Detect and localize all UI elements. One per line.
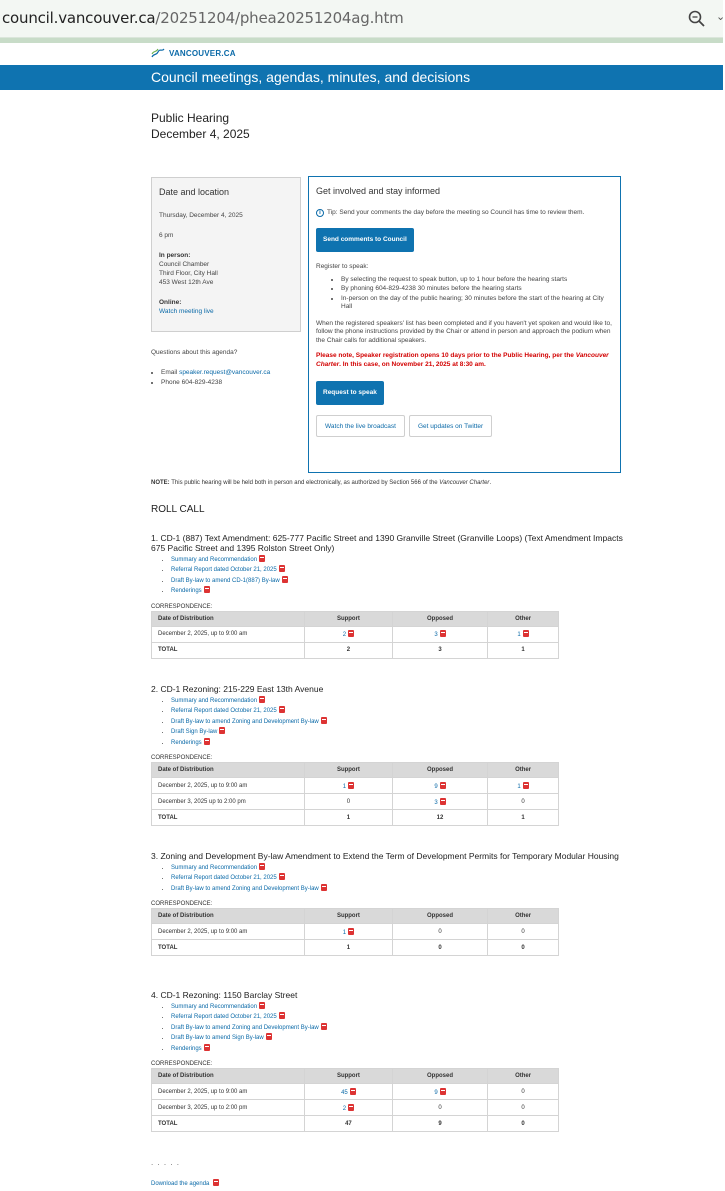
table-header-row — [152, 1069, 559, 1084]
agenda-item-title: 4. CD-1 Rezoning: 1150 Barclay Street — [151, 990, 298, 1000]
url-path: /20251204/phea20251204ag.htm — [155, 9, 404, 27]
page-title — [151, 110, 250, 142]
agenda-link[interactable]: • Referral Report dated October 21, 2025 — [171, 565, 626, 575]
col-header: Opposed — [392, 1069, 487, 1084]
page-title-line2: December 4, 2025 — [151, 127, 250, 141]
col-header: Opposed — [392, 909, 487, 924]
pdf-icon — [523, 782, 529, 789]
agenda-item-4 — [151, 990, 626, 1132]
email-link[interactable]: speaker.request@vancouver.ca — [179, 369, 271, 376]
pdf-icon — [440, 1088, 446, 1095]
pdf-icon — [348, 782, 354, 789]
agenda-links — [151, 863, 626, 894]
cell-other: 0 — [488, 924, 559, 940]
col-header: Other — [488, 763, 559, 778]
cell-date: December 2, 2025, up to 9:00 am — [152, 924, 305, 940]
pdf-icon — [279, 706, 285, 713]
correspondence-table — [151, 611, 559, 659]
cell-total-label: TOTAL — [152, 940, 305, 956]
pdf-icon — [523, 630, 529, 637]
pdf-icon — [259, 555, 265, 562]
date-location-box — [151, 177, 301, 332]
notice-italic: Vancouver Charter — [316, 352, 609, 368]
roll-call-heading: ROLL CALL — [151, 504, 205, 515]
table-total-row — [152, 940, 559, 956]
pdf-icon — [213, 1179, 219, 1186]
agenda-link[interactable]: • Renderings — [171, 1044, 626, 1054]
agenda-links — [151, 696, 626, 748]
register-item: • By phoning 604-829-4238 30 minutes before the hearing starts — [341, 285, 613, 294]
cell-total: 3 — [392, 642, 487, 658]
pdf-icon — [321, 884, 327, 891]
email-label: Email — [161, 369, 180, 376]
table-row — [152, 626, 559, 642]
questions-text: Questions about this agenda? — [151, 349, 238, 356]
table-total-row — [152, 1116, 559, 1132]
band-title: Council meetings, agendas, minutes, and decisions — [151, 69, 471, 85]
register-item: • In-person on the day of the public hearing; 30 minutes before the start of the hearing at City Hall — [341, 295, 613, 312]
register-list — [316, 276, 613, 312]
send-comments-button[interactable]: Send comments to Council — [316, 228, 414, 252]
cell-date: December 3, 2025, up to 2:00 pm — [152, 1100, 305, 1116]
address-bar[interactable] — [0, 0, 723, 38]
secondary-buttons — [316, 415, 613, 437]
venue-line2: Third Floor, City Hall — [159, 270, 218, 277]
col-header: Other — [488, 1069, 559, 1084]
pdf-icon — [350, 1088, 356, 1095]
cell-support-link[interactable]: 1 — [305, 924, 393, 940]
table-header-row — [152, 611, 559, 626]
correspondence-label: CORRESPONDENCE: — [151, 603, 213, 610]
agenda-link[interactable]: • Referral Report dated October 21, 2025 — [171, 873, 626, 883]
cell-date: December 3, 2025 up to 2:00 pm — [152, 794, 305, 810]
cell-total-label: TOTAL — [152, 810, 305, 826]
cell-total-label: TOTAL — [152, 642, 305, 658]
pdf-icon — [348, 928, 354, 935]
twitter-updates-button[interactable]: Get updates on Twitter — [409, 415, 492, 437]
date-location-heading: Date and location — [159, 187, 230, 197]
cell-total: 0 — [392, 940, 487, 956]
col-header: Support — [305, 909, 393, 924]
meeting-time: 6 pm — [159, 232, 174, 239]
pdf-icon — [440, 782, 446, 789]
cell-opposed-link[interactable]: 3 — [392, 794, 487, 810]
cell-other-link[interactable]: 1 — [488, 626, 559, 642]
meeting-date: Thursday, December 4, 2025 — [159, 212, 243, 219]
venue-line3: 453 West 12th Ave — [159, 279, 214, 286]
col-header: Opposed — [392, 763, 487, 778]
col-header: Date of Distribution — [152, 763, 305, 778]
correspondence-table — [151, 908, 559, 956]
toolbar-divider — [0, 38, 723, 43]
cell-total: 1 — [305, 810, 393, 826]
pdf-icon — [204, 1044, 210, 1051]
pdf-icon — [204, 738, 210, 745]
cell-support-link[interactable]: 45 — [305, 1084, 393, 1100]
speakers-paragraph: When the registered speakers' list has been completed and if you haven't yet spoken and would like to, follow the phone instructions provided by the Chair or attend in person and approach the podium when the Chair calls for additional speakers. — [316, 319, 612, 344]
in-person-label: In person: — [159, 252, 191, 259]
cell-date: December 2, 2025, up to 9:00 am — [152, 626, 305, 642]
pdf-icon — [282, 576, 288, 583]
correspondence-label: CORRESPONDENCE: — [151, 755, 213, 762]
cell-other: 0 — [488, 1100, 559, 1116]
pdf-icon — [321, 1023, 327, 1030]
correspondence-label: CORRESPONDENCE: — [151, 901, 213, 908]
agenda-item-1 — [151, 533, 626, 659]
agenda-link[interactable]: • Summary and Recommendation — [171, 1002, 626, 1012]
cell-support-link[interactable]: 2 — [305, 626, 393, 642]
tip — [316, 209, 613, 218]
agenda-link[interactable]: • Draft Sign By-law — [171, 727, 626, 737]
url-field[interactable] — [2, 9, 404, 27]
agenda-links — [151, 1002, 626, 1054]
cell-support: 0 — [305, 794, 393, 810]
registration-notice — [316, 352, 613, 369]
page-title-line1: Public Hearing — [151, 111, 230, 125]
pdf-icon — [440, 798, 446, 805]
correspondence-label: CORRESPONDENCE: — [151, 1061, 213, 1068]
cell-total: 1 — [488, 810, 559, 826]
cell-opposed-link[interactable]: 9 — [392, 778, 487, 794]
col-header: Support — [305, 763, 393, 778]
phone-item: • Phone 604-829-4238 — [161, 378, 270, 388]
agenda-links — [151, 555, 626, 597]
col-header: Opposed — [392, 611, 487, 626]
cell-total: 2 — [305, 642, 393, 658]
table-header-row — [152, 763, 559, 778]
pdf-icon — [321, 717, 327, 724]
cell-other-link[interactable]: 1 — [488, 778, 559, 794]
cell-date: December 2, 2025, up to 9:00 am — [152, 778, 305, 794]
get-involved-heading: Get involved and stay informed — [316, 186, 441, 196]
cell-total: 1 — [305, 940, 393, 956]
pdf-icon — [440, 630, 446, 637]
col-header: Date of Distribution — [152, 1069, 305, 1084]
register-label: Register to speak: — [316, 263, 369, 270]
table-row — [152, 924, 559, 940]
pdf-icon — [279, 565, 285, 572]
separator-dots: . . . . . — [151, 1158, 181, 1167]
cell-other: 0 — [488, 1084, 559, 1100]
cell-total: 0 — [488, 1116, 559, 1132]
venue-line1: Council Chamber — [159, 261, 210, 268]
pdf-icon — [204, 586, 210, 593]
online-label: Online: — [159, 299, 182, 306]
chevron-down-icon[interactable]: ⌄ — [716, 11, 725, 23]
agenda-link[interactable]: • Renderings — [171, 586, 626, 596]
table-row — [152, 778, 559, 794]
register-item: • By selecting the request to speak button, up to 1 hour before the hearing starts — [341, 276, 613, 285]
col-header: Date of Distribution — [152, 909, 305, 924]
cell-total: 0 — [488, 940, 559, 956]
agenda-item-3 — [151, 851, 626, 956]
agenda-link[interactable]: • Referral Report dated October 21, 2025 — [171, 1012, 626, 1022]
tip-text: Tip: Send your comments the day before the meeting so Council has time to review them. — [327, 208, 585, 216]
col-header: Support — [305, 611, 393, 626]
watch-meeting-live-link[interactable]: Watch meeting live — [159, 308, 214, 315]
cell-opposed-link[interactable]: 3 — [392, 626, 487, 642]
table-row — [152, 1084, 559, 1100]
url-host: council.vancouver.ca — [2, 9, 156, 27]
agenda-link[interactable]: • Referral Report dated October 21, 2025 — [171, 706, 626, 716]
agenda-item-title: 1. CD-1 (887) Text Amendment: 625-777 Pacific Street and 1390 Granville Street (Granville Loops) (Text Amendment Impacts 675 Pacific Street and 1395 Rolston Street Only) — [151, 533, 623, 553]
cell-opposed: 0 — [392, 924, 487, 940]
agenda-link[interactable]: • Draft By-law to amend Sign By-law — [171, 1033, 626, 1043]
get-involved-box — [308, 176, 621, 473]
cell-total-label: TOTAL — [152, 1116, 305, 1132]
col-header: Other — [488, 611, 559, 626]
note — [151, 480, 491, 486]
pdf-icon — [266, 1033, 272, 1040]
agenda-item-title: 3. Zoning and Development By-law Amendment to Extend the Term of Development Permits for Temporary Modular Housing — [151, 851, 619, 861]
pdf-icon — [348, 630, 354, 637]
cell-total: 47 — [305, 1116, 393, 1132]
cell-support-link[interactable]: 2 — [305, 1100, 393, 1116]
cell-date: December 2, 2025, up to 9:00 am — [152, 1084, 305, 1100]
download-agenda-link[interactable]: Download the agenda — [151, 1179, 219, 1187]
cell-total: 12 — [392, 810, 487, 826]
col-header: Date of Distribution — [152, 611, 305, 626]
agenda-item-2 — [151, 684, 626, 826]
pdf-icon — [259, 1002, 265, 1009]
questions-block — [151, 348, 270, 388]
pdf-icon — [348, 1104, 354, 1111]
email-item — [161, 368, 270, 378]
agenda-link[interactable]: • Renderings — [171, 738, 626, 748]
cell-total: 1 — [488, 642, 559, 658]
pdf-icon — [259, 863, 265, 870]
cell-other: 0 — [488, 794, 559, 810]
agenda-link[interactable]: • Draft By-law to amend CD-1(887) By-law — [171, 576, 626, 586]
table-row — [152, 794, 559, 810]
agenda-link[interactable]: • Draft By-law to amend Zoning and Development By-law — [171, 717, 626, 727]
vancouver-logo[interactable] — [151, 47, 236, 59]
cell-support-link[interactable]: 1 — [305, 778, 393, 794]
logo-text: VANCOUVER.CA — [169, 48, 236, 58]
table-header-row — [152, 909, 559, 924]
watch-live-broadcast-button[interactable]: Watch the live broadcast — [316, 415, 405, 437]
pdf-icon — [279, 873, 285, 880]
cell-opposed-link[interactable]: 9 — [392, 1084, 487, 1100]
online-info — [159, 298, 293, 316]
table-row — [152, 1100, 559, 1116]
note-text: This public hearing will be held both in person and electronically, as authorized by Section 566 of the — [169, 480, 440, 486]
pdf-icon — [259, 696, 265, 703]
table-total-row — [152, 642, 559, 658]
pdf-icon — [219, 727, 225, 734]
note-end: . — [489, 480, 492, 486]
col-header: Support — [305, 1069, 393, 1084]
cell-opposed: 0 — [392, 1100, 487, 1116]
agenda-item-title: 2. CD-1 Rezoning: 215-229 East 13th Avenue — [151, 684, 324, 694]
info-icon: i — [316, 209, 324, 217]
cell-total: 9 — [392, 1116, 487, 1132]
col-header: Other — [488, 909, 559, 924]
notice-part1: Please note, Speaker registration opens 10 days prior to the Public Hearing, per the — [316, 352, 576, 359]
flag-logo-icon — [151, 47, 165, 59]
correspondence-table — [151, 1068, 559, 1132]
agenda-link[interactable]: • Draft By-law to amend Zoning and Development By-law — [171, 884, 626, 894]
note-italic: Vancouver Charter — [439, 480, 490, 486]
agenda-link[interactable]: • Summary and Recommendation — [171, 696, 626, 706]
table-total-row — [152, 810, 559, 826]
venue — [159, 251, 293, 287]
pdf-icon — [279, 1012, 285, 1019]
agenda-link[interactable]: • Summary and Recommendation — [171, 555, 626, 565]
request-to-speak-button[interactable]: Request to speak — [316, 381, 384, 405]
notice-part2: . In this case, on November 21, 2025 at 8:30 am. — [339, 360, 486, 368]
correspondence-table — [151, 762, 559, 826]
zoom-icon[interactable] — [686, 8, 708, 30]
title-band — [0, 65, 723, 90]
agenda-link[interactable]: • Draft By-law to amend Zoning and Development By-law — [171, 1023, 626, 1033]
agenda-link[interactable]: • Summary and Recommendation — [171, 863, 626, 873]
note-label: NOTE: — [151, 480, 170, 486]
